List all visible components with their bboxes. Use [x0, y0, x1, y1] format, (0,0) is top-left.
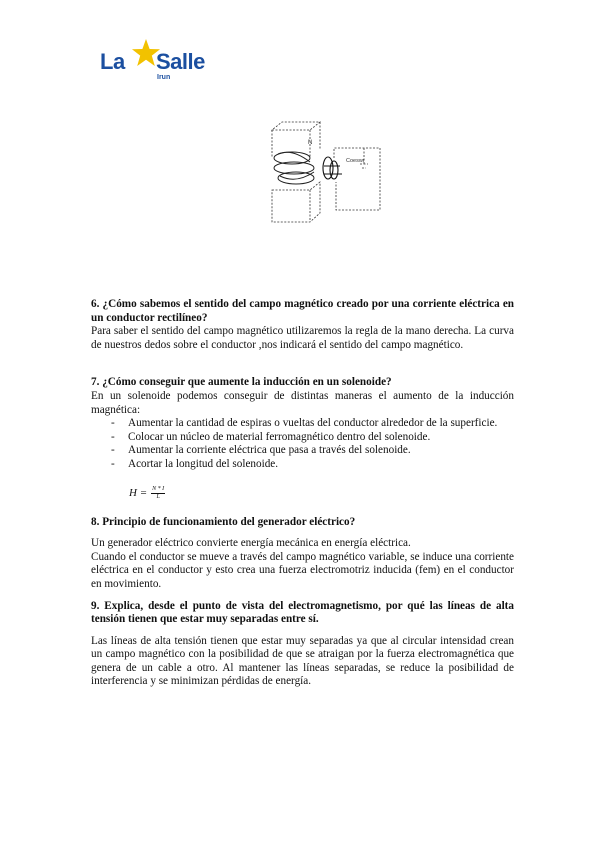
logo-text-salle: Salle: [156, 49, 205, 74]
list-item: - Aumentar la corriente eléctrica que pasa a través del solenoide.: [91, 444, 514, 458]
formula-denominator: L: [156, 494, 160, 501]
question-7-title: 7. ¿Cómo conseguir que aumente la inducción en un solenoide?: [91, 376, 392, 389]
question-6-answer: Para saber el sentido del campo magnético utilizaremos la regla de la mano derecha. La curva de nuestros dedos sobre el conductor ,nos indicará el sentido del campo magnético.: [91, 325, 514, 351]
electromagnet-sketch: [262, 118, 392, 228]
list-item: - Aumentar la cantidad de espiras o vueltas del conductor alrededor de la superficie.: [91, 417, 514, 431]
question-8-title: 8. Principio de funcionamiento del generador eléctrico?: [91, 515, 356, 528]
formula-lhs: H =: [129, 486, 148, 499]
commutator: [323, 157, 342, 179]
question-8: [91, 516, 514, 592]
question-7-intro: En un solenoide podemos conseguir de distintas maneras el aumento de la inducción magnética:: [91, 389, 514, 416]
question-6-title: 6. ¿Cómo sabemos el sentido del campo magnético creado por una corriente eléctrica en un conductor rectilíneo?: [91, 298, 514, 324]
document-body: [91, 298, 514, 689]
list-item: - Acortar la longitud del solenoide.: [91, 458, 514, 472]
question-9: [91, 600, 514, 690]
magnet-bottom-block: [272, 182, 320, 222]
question-9-answer: Las líneas de alta tensión tienen que estar muy separadas ya que al circular intensidad crean un campo magnético con la posibilidad de que se atraigan por la fuerza electromagnética que genera de un cable a otro. Al mantener las líneas separadas, se reduce la posibilidad de interferencia y se minimizan pérdidas de energía.: [91, 634, 514, 688]
formula-fraction: [151, 486, 165, 501]
figure-label-coil: Coeswr: [346, 158, 365, 164]
solenoid-formula: [129, 480, 514, 508]
question-8-paragraph-2: Cuando el conductor se mueve a través del campo magnético variable, se induce una corriente eléctrica en el conductor y esto crea una fuerza electromotriz inducida (fem) en el conductor en movimiento.: [91, 550, 514, 590]
logo-text-la: La: [100, 49, 125, 74]
list-item: - Colocar un núcleo de material ferromagnético dentro del solenoide.: [91, 431, 514, 445]
figure-label-n: N: [308, 140, 313, 146]
question-8-paragraph-1: Un generador eléctrico convierte energía mecánica en energía eléctrica.: [91, 537, 411, 550]
la-salle-logo: [100, 36, 212, 86]
field-coils: [274, 152, 314, 184]
question-7: [91, 376, 514, 507]
question-7-list: [91, 417, 514, 471]
question-9-title: 9. Explica, desde el punto de vista del electromagnetismo, por qué las líneas de alta tensión tienen que estar muy separadas entre sí.: [91, 599, 514, 626]
logo-subtitle: Irun: [157, 74, 171, 81]
formula-numerator: N * I: [152, 486, 165, 493]
question-6: [91, 298, 514, 352]
